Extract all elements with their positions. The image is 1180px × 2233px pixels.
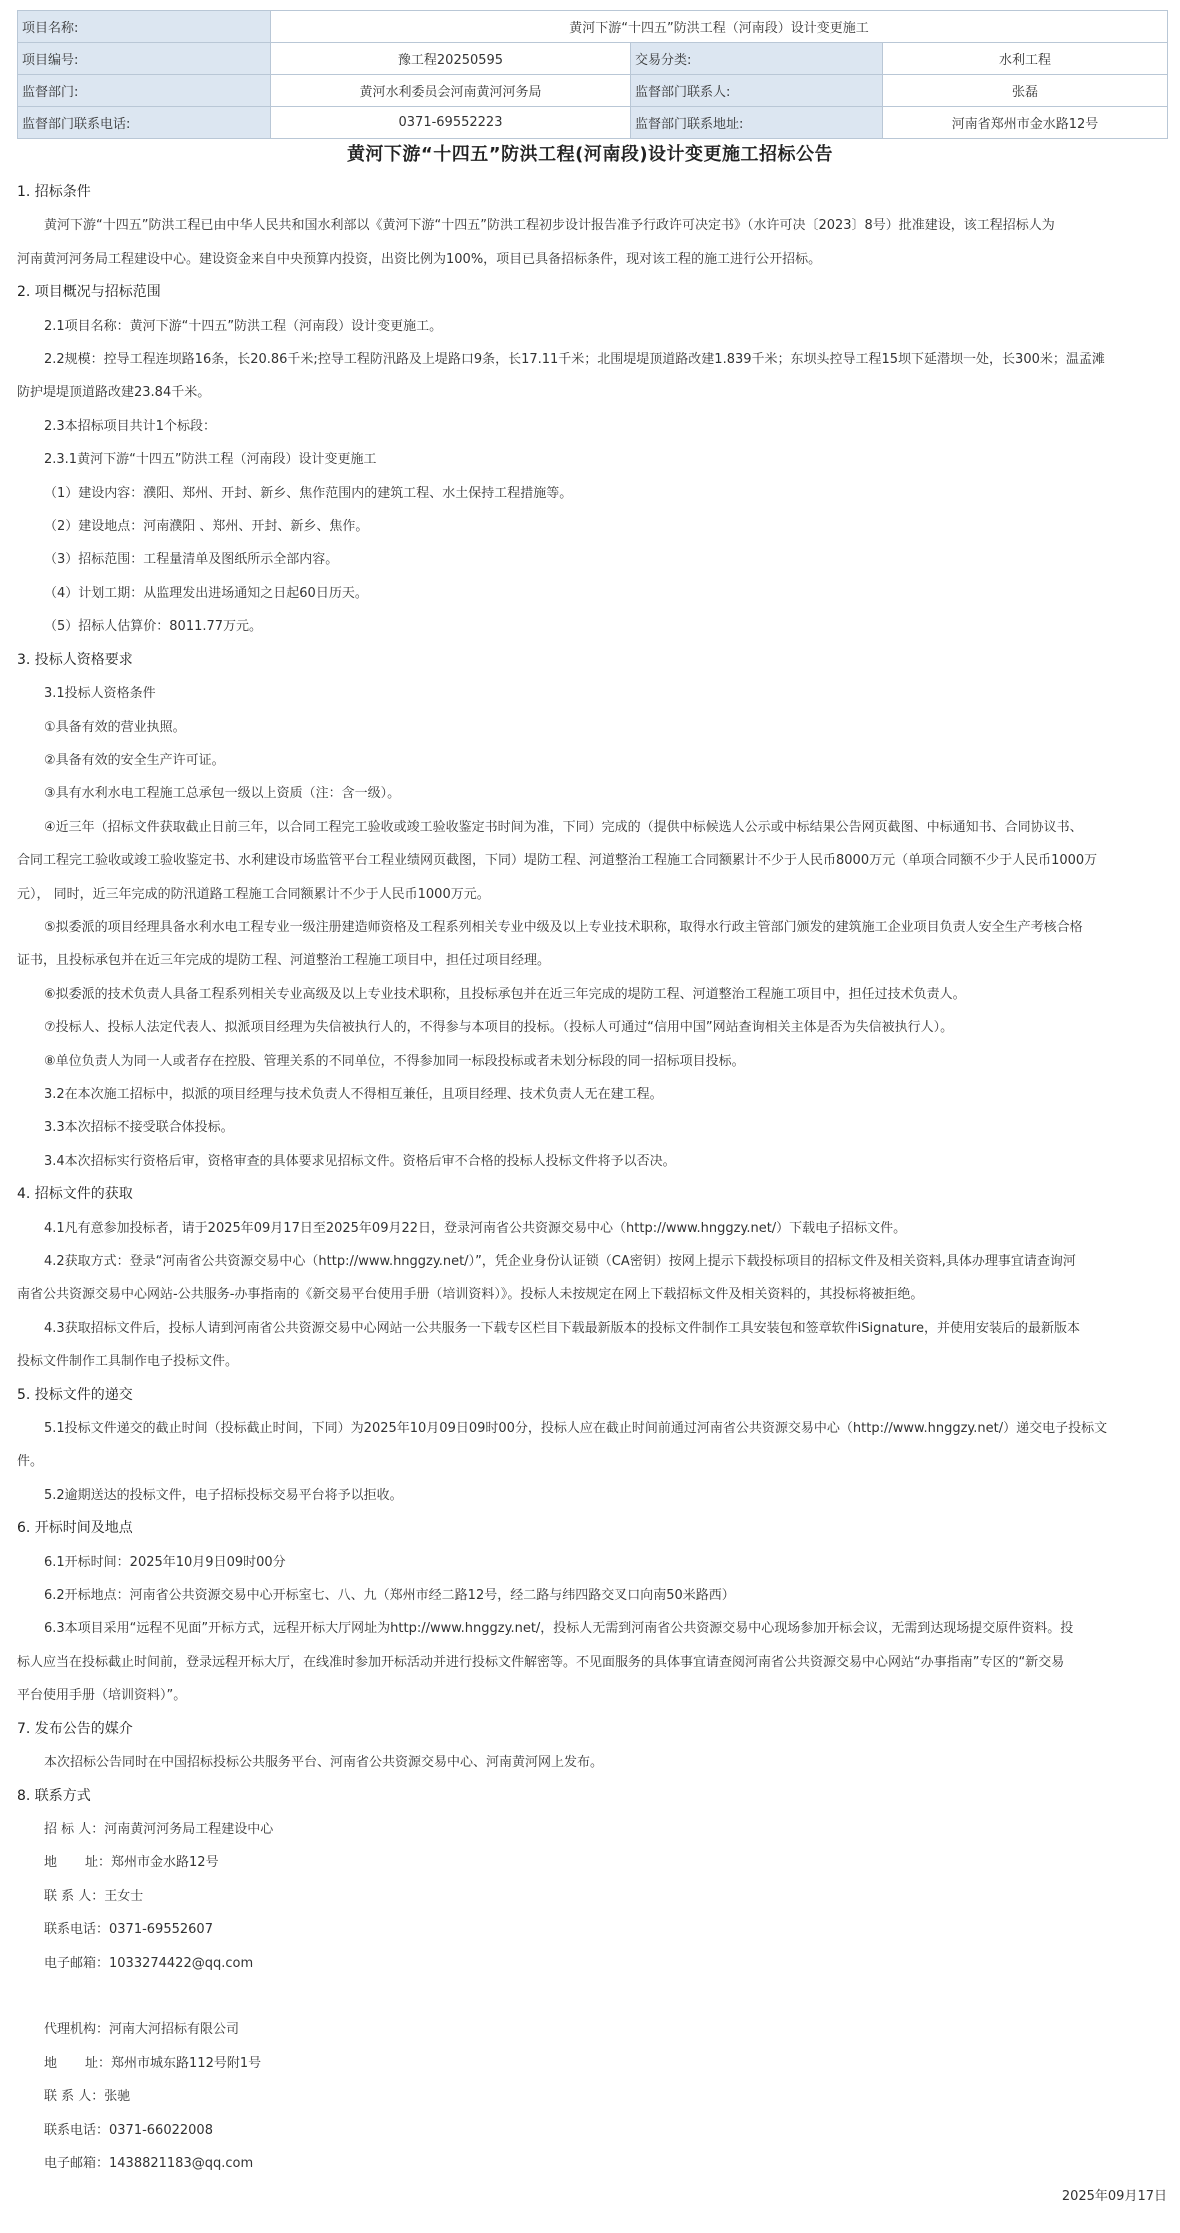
project-info-table	[17, 10, 1168, 139]
contact-label: 联 系 人：	[44, 1888, 105, 1904]
agent-contact-label: 联 系 人：	[44, 2089, 105, 2105]
trade-type-label: 交易分类:	[631, 43, 883, 75]
table-row	[18, 11, 1168, 43]
agent-address-label-b: 址：	[85, 2055, 112, 2071]
paragraph: 6.2开标地点：河南省公共资源交易中心开标室七、八、九（郑州市经二路12号，经二路与纬四路交叉口向南50米路西）	[44, 1588, 735, 1604]
section-heading: 1. 招标条件	[17, 184, 91, 200]
paragraph: 元）， 同时，近三年完成的防汛道路工程施工合同额累计不少于人民币1000万元。	[17, 886, 490, 902]
paragraph: 防护堤堤顶道路改建23.84千米。	[17, 385, 211, 401]
phone-label: 联系电话：	[44, 1922, 110, 1938]
paragraph: ③具有水利水电工程施工总承包一级以上资质（注：含一级）。	[44, 786, 401, 802]
tenderer-label: 招 标 人：	[44, 1821, 105, 1837]
paragraph: 5.1投标文件递交的截止时间（投标截止时间，下同）为2025年10月09日09时00分，投标人应在截止时间前通过河南省公共资源交易中心（http://www.hnggzy.net/）递交电子投标文	[44, 1421, 1108, 1437]
project-name-value: 黄河下游“十四五”防洪工程（河南段）设计变更施工	[271, 11, 1168, 43]
contact-value: 王女士	[104, 1888, 144, 1904]
section-heading: 6. 开标时间及地点	[17, 1520, 133, 1537]
paragraph: （3）招标范围：工程量清单及图纸所示全部内容。	[44, 552, 339, 568]
table-row	[18, 43, 1168, 75]
paragraph: 3.2在本次施工招标中，拟派的项目经理与技术负责人不得相互兼任，且项目经理、技术负责人无在建工程。	[44, 1086, 663, 1102]
supervisor-address-label: 监督部门联系地址:	[631, 107, 883, 139]
page-title: 黄河下游“十四五”防洪工程(河南段)设计变更施工招标公告	[346, 144, 834, 165]
paragraph: 证书，且投标承包并在近三年完成的堤防工程、河道整治工程施工项目中，担任过项目经理。	[17, 953, 551, 969]
paragraph: （5）招标人估算价：8011.77万元。	[44, 619, 263, 635]
paragraph: 河南黄河河务局工程建设中心。建设资金来自中央预算内投资，出资比例为100%，项目已具备招标条件，现对该工程的施工进行公开招标。	[17, 251, 822, 267]
contact-line	[17, 1913, 1167, 1946]
table-row	[18, 107, 1168, 139]
agent-email-value: 1438821183@qq.com	[109, 2155, 254, 2171]
paragraph: 3.3本次招标不接受联合体投标。	[44, 1120, 234, 1136]
agent-contact-value: 张驰	[104, 2089, 131, 2105]
supervisor-contact-label: 监督部门联系人:	[631, 75, 883, 107]
supervisor-dept-value: 黄河水利委员会河南黄河河务局	[271, 75, 631, 107]
paragraph: 南省公共资源交易中心网站-公共服务-办事指南的《新交易平台使用手册（培训资料）》。投标人未按规定在网上下载招标文件及相关资料的，其投标将被拒绝。	[17, 1287, 924, 1303]
contact-line	[17, 1813, 1167, 1846]
paragraph: 2.2规模：控导工程连坝路16条，长20.86千米;控导工程防汛路及上堤路口9条，长17.11千米；北围堤堤顶道路改建1.839千米；东坝头控导工程15坝下延潜坝一处，长300米；温孟滩	[44, 352, 1105, 368]
agent-phone-value: 0371-66022008	[109, 2122, 213, 2138]
paragraph: 标人应当在投标截止时间前，登录远程开标大厅，在线准时参加开标活动并进行投标文件解密等。不见面服务的具体事宜请查阅河南省公共资源交易中心网站“办事指南”专区的“新交易	[17, 1654, 1065, 1670]
paragraph: ⑦投标人、投标人法定代表人、拟派项目经理为失信被执行人的，不得参与本项目的投标。（投标人可通过“信用中国”网站查询相关主体是否为失信被执行人）。	[44, 1020, 954, 1036]
address-label-a: 地	[44, 1855, 58, 1871]
paragraph: ②具备有效的安全生产许可证。	[44, 752, 225, 768]
paragraph: ④近三年（招标文件获取截止日前三年，以合同工程完工验收或竣工验收鉴定书时间为准，下同）完成的（提供中标候选人公示或中标结果公告网页截图、中标通知书、合同协议书、	[44, 819, 1083, 835]
supervisor-phone-label: 监督部门联系电话:	[18, 107, 271, 139]
contact-line	[17, 1947, 1167, 1980]
paragraph: 2.3.1黄河下游“十四五”防洪工程（河南段）设计变更施工	[44, 452, 377, 468]
paragraph: 本次招标公告同时在中国招标投标公共服务平台、河南省公共资源交易中心、河南黄河网上发布。	[44, 1755, 604, 1771]
agent-address-label-a: 地	[44, 2055, 58, 2071]
agent-phone-label: 联系电话：	[44, 2122, 110, 2138]
address-label-b: 址：	[85, 1855, 112, 1871]
paragraph: 2.1项目名称：黄河下游“十四五”防洪工程（河南段）设计变更施工。	[44, 318, 443, 334]
agent-address-value: 郑州市城东路112号附1号	[111, 2055, 262, 2071]
trade-type-value: 水利工程	[883, 43, 1168, 75]
paragraph: 6.3本项目采用“远程不见面”开标方式，远程开标大厅网址为http://www.hnggzy.net/，投标人无需到河南省公共资源交易中心现场参加开标会议，无需到达现场提交原件资料。投	[44, 1621, 1074, 1637]
supervisor-dept-label: 监督部门:	[18, 75, 271, 107]
contact-line	[17, 2047, 1167, 2080]
paragraph: 合同工程完工验收或竣工验收鉴定书、水利建设市场监管平台工程业绩网页截图，下同）堤防工程、河道整治工程施工合同额累计不少于人民币8000万元（单项合同额不少于人民币1000万	[17, 853, 1098, 869]
agent-value: 河南大河招标有限公司	[109, 2022, 240, 2038]
paragraph: ⑤拟委派的项目经理具备水利水电工程专业一级注册建造师资格及工程系列相关专业中级及以上专业技术职称，取得水行政主管部门颁发的建筑施工企业项目负责人安全生产考核合格	[44, 919, 1083, 935]
paragraph: 平台使用手册（培训资料）”。	[17, 1688, 187, 1704]
section-heading: 8. 联系方式	[17, 1787, 91, 1804]
paragraph: 6.1开标时间：2025年10月9日09时00分	[44, 1554, 286, 1570]
section-heading: 7. 发布公告的媒介	[17, 1720, 133, 1737]
contact-line	[17, 2013, 1167, 2046]
paragraph: ⑥拟委派的技术负责人具备工程系列相关专业高级及以上专业技术职称，且投标承包并在近三年完成的堤防工程、河道整治工程施工项目中，担任过技术负责人。	[44, 986, 966, 1002]
agent-email-label: 电子邮箱：	[44, 2155, 110, 2171]
paragraph: ⑧单位负责人为同一人或者存在控股、管理关系的不同单位，不得参加同一标段投标或者未划分标段的同一招标项目投标。	[44, 1053, 745, 1069]
paragraph: 4.1凡有意参加投标者，请于2025年09月17日至2025年09月22日，登录河南省公共资源交易中心（http://www.hnggzy.net/）下载电子招标文件。	[44, 1220, 907, 1236]
address-value: 郑州市金水路12号	[111, 1855, 219, 1871]
contact-line	[17, 2080, 1167, 2113]
project-no-value: 豫工程20250595	[271, 43, 631, 75]
paragraph: 4.3获取招标文件后，投标人请到河南省公共资源交易中心网站一公共服务一下载专区栏目下载最新版本的投标文件制作工具安装包和签章软件iSignature，并使用安装后的最新版本	[44, 1320, 1081, 1336]
contact-line	[17, 1880, 1167, 1913]
paragraph: 件。	[17, 1454, 44, 1470]
supervisor-address-value: 河南省郑州市金水路12号	[883, 107, 1168, 139]
project-no-label: 项目编号:	[18, 43, 271, 75]
tenderer-value: 河南黄河河务局工程建设中心	[104, 1821, 274, 1837]
email-label: 电子邮箱：	[44, 1955, 110, 1971]
paragraph: 黄河下游“十四五”防洪工程已由中华人民共和国水利部以《黄河下游“十四五”防洪工程初步设计报告准予行政许可决定书》（水许可决〔2023〕8号）批准建设，该工程招标人为	[44, 218, 1055, 234]
section-heading: 2. 项目概况与招标范围	[17, 284, 161, 301]
section-heading: 3. 投标人资格要求	[17, 651, 133, 668]
contact-line	[17, 2114, 1167, 2147]
email-value: 1033274422@qq.com	[109, 1955, 254, 1971]
section-heading: 4. 招标文件的获取	[17, 1186, 133, 1203]
paragraph: 3.1投标人资格条件	[44, 686, 156, 702]
paragraph: 3.4本次招标实行资格后审，资格审查的具体要求见招标文件。资格后审不合格的投标人投标文件将予以否决。	[44, 1153, 676, 1169]
publish-date: 2025年09月17日	[1061, 2189, 1167, 2205]
paragraph: 5.2逾期送达的投标文件，电子招标投标交易平台将予以拒收。	[44, 1487, 403, 1503]
paragraph: （1）建设内容：濮阳、郑州、开封、新乡、焦作范围内的建筑工程、水土保持工程措施等。	[44, 485, 573, 501]
supervisor-contact-value: 张磊	[883, 75, 1168, 107]
paragraph: （2）建设地点：河南濮阳 、郑州、开封、新乡、焦作。	[44, 519, 369, 535]
table-row	[18, 75, 1168, 107]
paragraph: 投标文件制作工具制作电子投标文件。	[17, 1354, 239, 1370]
paragraph: 4.2获取方式：登录“河南省公共资源交易中心（http://www.hnggzy.net/）”，凭企业身份认证锁（CA密钥）按网上提示下载投标项目的招标文件及相关资料,具体办理事宜请查询河	[44, 1254, 1076, 1269]
agent-label: 代理机构：	[44, 2022, 110, 2038]
paragraph: （4）计划工期：从监理发出进场通知之日起60日历天。	[44, 585, 368, 601]
contact-line	[17, 1846, 1167, 1879]
paragraph: 2.3本招标项目共计1个标段：	[44, 418, 216, 434]
project-name-label: 项目名称:	[18, 11, 271, 43]
phone-value: 0371-69552607	[109, 1922, 213, 1938]
paragraph: ①具备有效的营业执照。	[44, 719, 186, 735]
contact-line	[17, 2147, 1167, 2180]
announcement-body	[17, 176, 1167, 2214]
spacer-line	[17, 1980, 1167, 2013]
supervisor-phone-value: 0371-69552223	[271, 107, 631, 139]
section-heading: 5. 投标文件的递交	[17, 1386, 133, 1403]
